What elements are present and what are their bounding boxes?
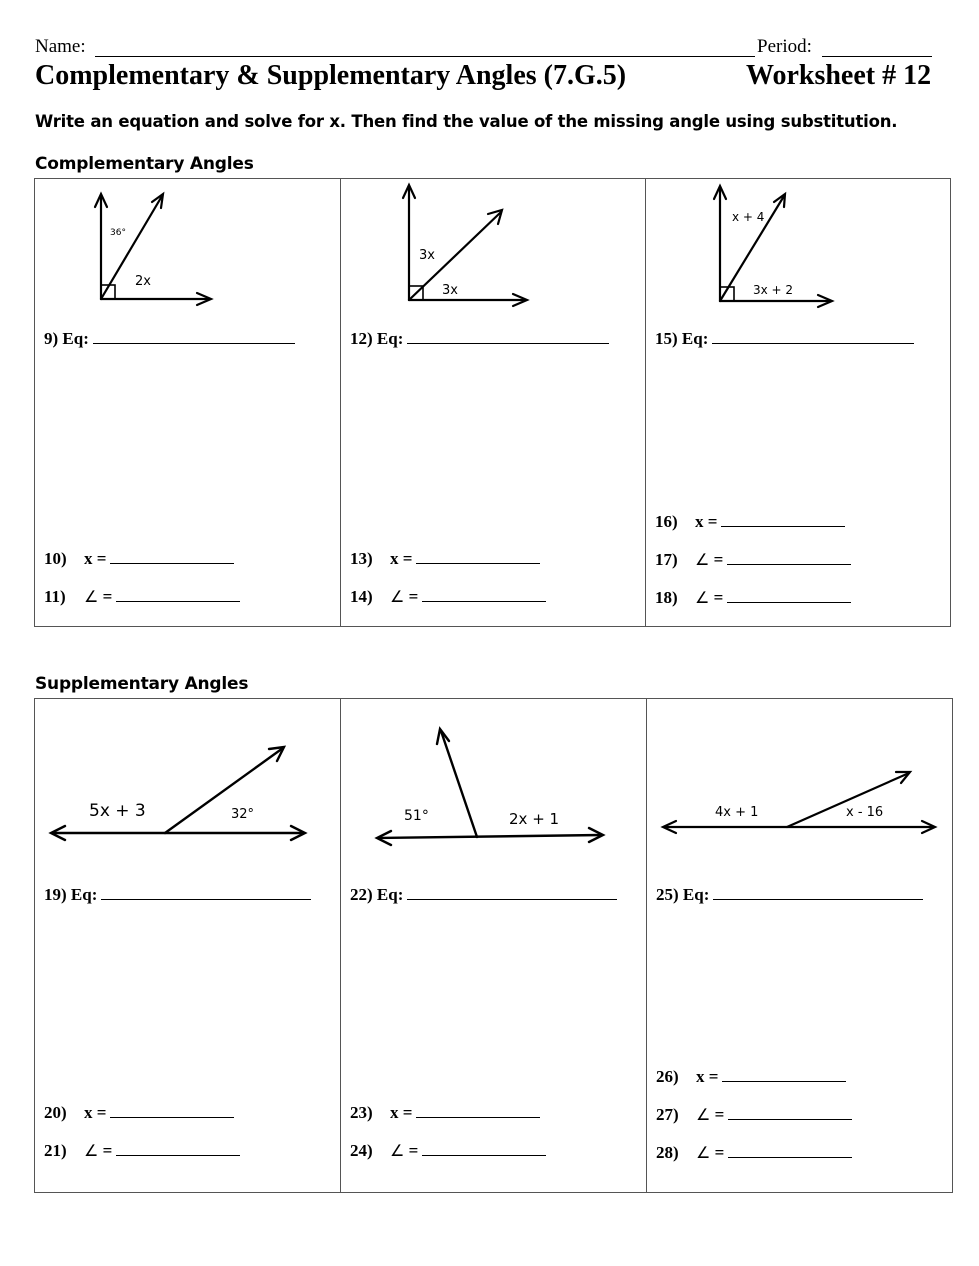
answer-blank[interactable] [728, 1156, 852, 1158]
answer-label: x = [390, 1103, 413, 1122]
answer-26 [656, 1067, 846, 1087]
answer-label: x = [696, 1067, 719, 1086]
answer-label: = [713, 588, 724, 607]
equation-blank[interactable] [101, 898, 311, 900]
angle-label-top: x + 4 [732, 210, 765, 224]
equation-12 [350, 329, 609, 349]
answer-27 [656, 1105, 852, 1125]
answer-label: = [408, 587, 419, 606]
equation-blank[interactable] [93, 342, 295, 344]
answer-blank[interactable] [422, 600, 546, 602]
answer-number: 16) [655, 512, 678, 531]
answer-24 [350, 1141, 546, 1161]
answer-label: = [102, 1141, 113, 1160]
equation-label: 15) Eq: [655, 329, 709, 348]
answer-number: 18) [655, 588, 678, 607]
angle-label-bottom: 2x [135, 274, 151, 289]
answer-label: = [714, 1143, 725, 1162]
name-field[interactable] [95, 56, 785, 57]
answer-20 [44, 1103, 234, 1123]
equation-blank[interactable] [712, 342, 914, 344]
supplementary-grid [34, 698, 953, 1193]
answer-18 [655, 588, 851, 608]
complementary-section-title: Complementary Angles [35, 154, 254, 174]
equation-9 [44, 329, 295, 349]
answer-blank[interactable] [110, 562, 234, 564]
angle-symbol-icon: ∠ [696, 1105, 711, 1124]
answer-number: 11) [44, 587, 66, 606]
supplementary-diagram-19 [35, 699, 340, 859]
answer-blank[interactable] [727, 563, 851, 565]
answer-number: 13) [350, 549, 373, 568]
answer-blank[interactable] [422, 1154, 546, 1156]
name-label: Name: [35, 36, 86, 57]
answer-blank[interactable] [116, 1154, 240, 1156]
angle-label-bottom: 3x + 2 [753, 283, 794, 297]
equation-label: 19) Eq: [44, 885, 98, 904]
complementary-diagram-12 [341, 179, 645, 319]
answer-number: 17) [655, 550, 678, 569]
instructions: Write an equation and solve for x. Then find the value of the missing angle using substitution. [35, 112, 898, 131]
supplementary-section-title: Supplementary Angles [35, 674, 249, 694]
answer-21 [44, 1141, 240, 1161]
answer-blank[interactable] [116, 600, 240, 602]
equation-blank[interactable] [713, 898, 923, 900]
answer-label: x = [84, 549, 107, 568]
answer-label: x = [695, 512, 718, 531]
answer-number: 24) [350, 1141, 373, 1160]
period-label: Period: [757, 36, 812, 57]
equation-blank[interactable] [407, 342, 609, 344]
equation-25 [656, 885, 923, 905]
answer-14 [350, 587, 546, 607]
problem-cell-9 [35, 179, 341, 627]
answer-blank[interactable] [722, 1080, 846, 1082]
answer-label: = [713, 550, 724, 569]
answer-number: 26) [656, 1067, 679, 1086]
answer-10 [44, 549, 234, 569]
answer-number: 14) [350, 587, 373, 606]
angle-label-right: x - 16 [846, 805, 884, 820]
answer-number: 20) [44, 1103, 67, 1122]
answer-number: 27) [656, 1105, 679, 1124]
answer-number: 10) [44, 549, 67, 568]
answer-13 [350, 549, 540, 569]
problem-cell-12 [341, 179, 646, 627]
angle-label-top: 3x [419, 248, 435, 263]
answer-number: 28) [656, 1143, 679, 1162]
period-field[interactable] [822, 56, 932, 57]
answer-label: = [714, 1105, 725, 1124]
angle-label-left: 4x + 1 [715, 805, 759, 820]
angle-symbol-icon: ∠ [390, 1141, 405, 1160]
supplementary-diagram-25 [647, 699, 952, 859]
answer-number: 21) [44, 1141, 67, 1160]
angle-symbol-icon: ∠ [84, 587, 99, 606]
angle-symbol-icon: ∠ [695, 588, 710, 607]
complementary-diagram-15 [646, 179, 950, 319]
angle-symbol-icon: ∠ [84, 1141, 99, 1160]
answer-label: x = [390, 549, 413, 568]
answer-blank[interactable] [416, 1116, 540, 1118]
answer-blank[interactable] [721, 525, 845, 527]
answer-label: = [408, 1141, 419, 1160]
problem-cell-15 [646, 179, 951, 627]
angle-label-right: 2x + 1 [509, 810, 560, 828]
supplementary-diagram-22 [341, 699, 646, 859]
answer-label: x = [84, 1103, 107, 1122]
answer-28 [656, 1143, 852, 1163]
answer-number: 23) [350, 1103, 373, 1122]
angle-label-left: 5x + 3 [89, 801, 146, 821]
angle-label-bottom: 3x [442, 283, 458, 298]
equation-label: 9) Eq: [44, 329, 89, 348]
problem-cell-25 [647, 699, 953, 1193]
complementary-grid [34, 178, 951, 627]
equation-label: 25) Eq: [656, 885, 710, 904]
equation-label: 22) Eq: [350, 885, 404, 904]
complementary-diagram-9 [35, 179, 340, 319]
answer-11 [44, 587, 240, 607]
angle-label-top: 36° [110, 228, 126, 238]
answer-blank[interactable] [110, 1116, 234, 1118]
angle-label-left: 51° [404, 808, 429, 824]
answer-blank[interactable] [728, 1118, 852, 1120]
answer-23 [350, 1103, 540, 1123]
answer-16 [655, 512, 845, 532]
equation-22 [350, 885, 617, 905]
worksheet-number: Worksheet # 12 [746, 60, 932, 91]
equation-19 [44, 885, 311, 905]
angle-symbol-icon: ∠ [696, 1143, 711, 1162]
angle-symbol-icon: ∠ [390, 587, 405, 606]
answer-blank[interactable] [727, 601, 851, 603]
problem-cell-22 [341, 699, 647, 1193]
angle-label-right: 32° [231, 807, 255, 822]
equation-15 [655, 329, 914, 349]
name-period-row [35, 36, 935, 60]
page-title: Complementary & Supplementary Angles (7.G.5) [35, 60, 627, 91]
problem-cell-19 [35, 699, 341, 1193]
answer-label: = [102, 587, 113, 606]
angle-symbol-icon: ∠ [695, 550, 710, 569]
answer-blank[interactable] [416, 562, 540, 564]
equation-blank[interactable] [407, 898, 617, 900]
answer-17 [655, 550, 851, 570]
equation-label: 12) Eq: [350, 329, 404, 348]
